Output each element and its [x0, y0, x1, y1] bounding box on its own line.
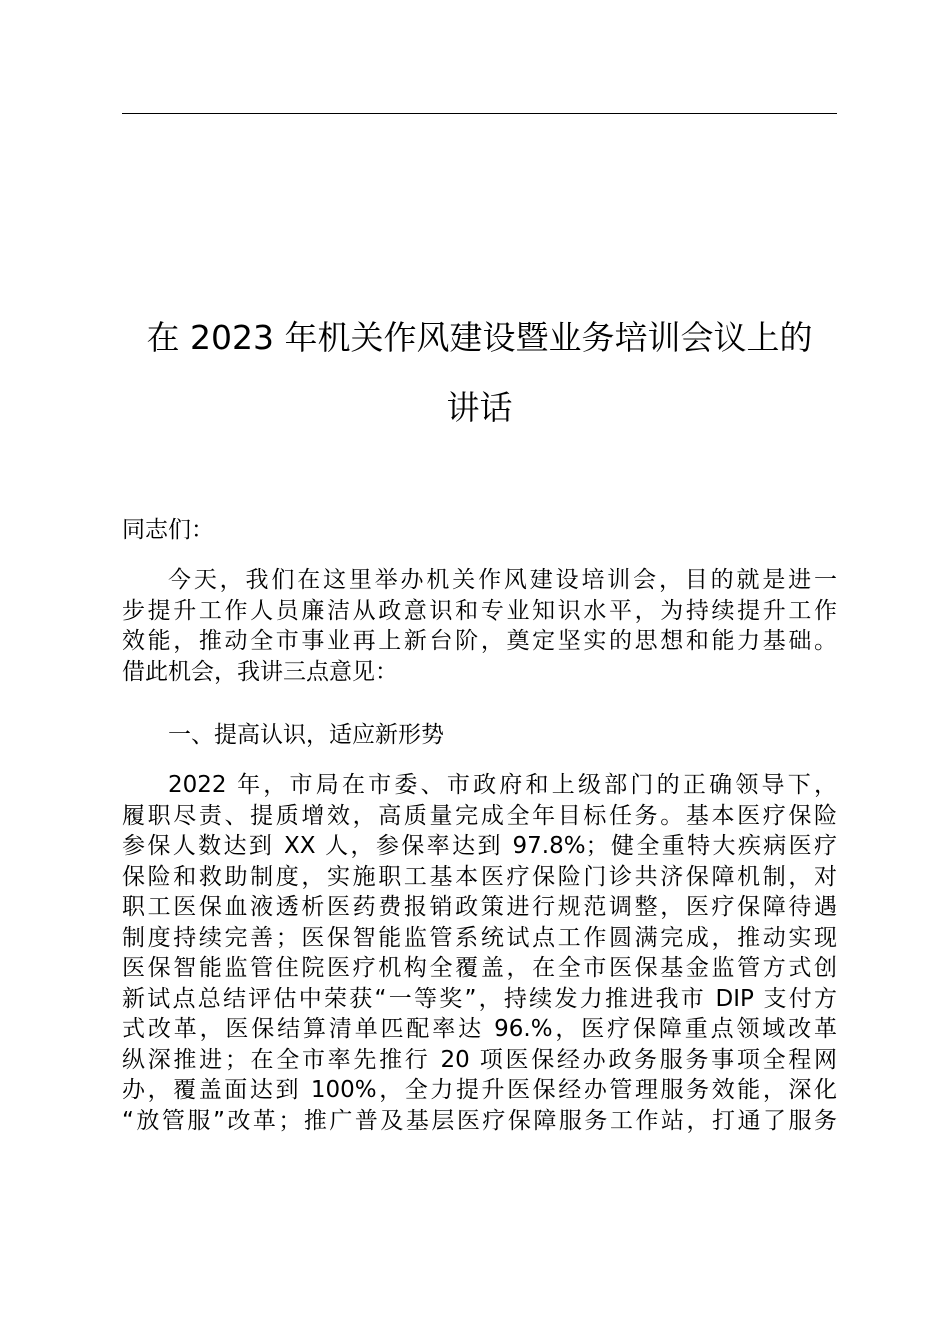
paragraph-line: 办，覆盖面达到 100%，全力提升医保经办管理服务效能，深化: [122, 1077, 837, 1103]
paragraph-line: 制度持续完善；医保智能监管系统试点工作圆满完成，推动实现: [122, 924, 837, 951]
section-heading-text: 一、提高认识，适应新形势: [168, 722, 444, 748]
paragraph-line: 新试点总结评估中荣获“一等奖”，持续发力推进我市 DIP 支付方: [122, 985, 837, 1012]
paragraph-line: 效能，推动全市事业再上新台阶，奠定坚实的思想和能力基础。: [122, 628, 837, 654]
paragraph-line: 2022 年，市局在市委、市政府和上级部门的正确领导下，: [168, 772, 837, 798]
salutation: [122, 515, 837, 546]
document-title-line-1: 在 2023 年机关作风建设暨业务培训会议上的: [146, 318, 813, 357]
paragraph-line: 保险和救助制度，实施职工基本医疗保险门诊共济保障机制，对: [122, 863, 837, 890]
paragraph-line: “放管服”改革；推广普及基层医疗保障服务工作站，打通了服务: [122, 1107, 837, 1134]
paragraph-line: 纵深推进；在全市率先推行 20 项医保经办政务服务事项全程网: [122, 1046, 837, 1073]
salutation-text: 同志们：: [122, 517, 214, 543]
paragraph-line: 参保人数达到 XX 人，参保率达到 97.8%；健全重特大疾病医疗: [122, 833, 837, 859]
section-heading: [122, 720, 837, 751]
paragraph-line: 医保智能监管住院医疗机构全覆盖，在全市医保基金监管方式创: [122, 955, 837, 981]
header-rule: [122, 113, 837, 114]
paragraph-line: 步提升工作人员廉洁从政意识和专业知识水平，为持续提升工作: [122, 597, 837, 624]
paragraph-line: 履职尽责、提质增效，高质量完成全年目标任务。基本医疗保险: [122, 802, 837, 829]
paragraph-line: 职工医保血液透析医药费报销政策进行规范调整，医疗保障待遇: [122, 894, 837, 920]
document-title-line-2: 讲话: [446, 388, 513, 427]
paragraph-line: 式改革，医保结算清单匹配率达 96.%，医疗保障重点领域改革: [122, 1016, 837, 1042]
paragraph-line: 今天，我们在这里举办机关作风建设培训会，目的就是进一: [168, 567, 837, 593]
paragraph-intro: [122, 565, 837, 687]
paragraph-achievements: [122, 770, 837, 1136]
paragraph-line: 借此机会，我讲三点意见：: [122, 658, 398, 685]
